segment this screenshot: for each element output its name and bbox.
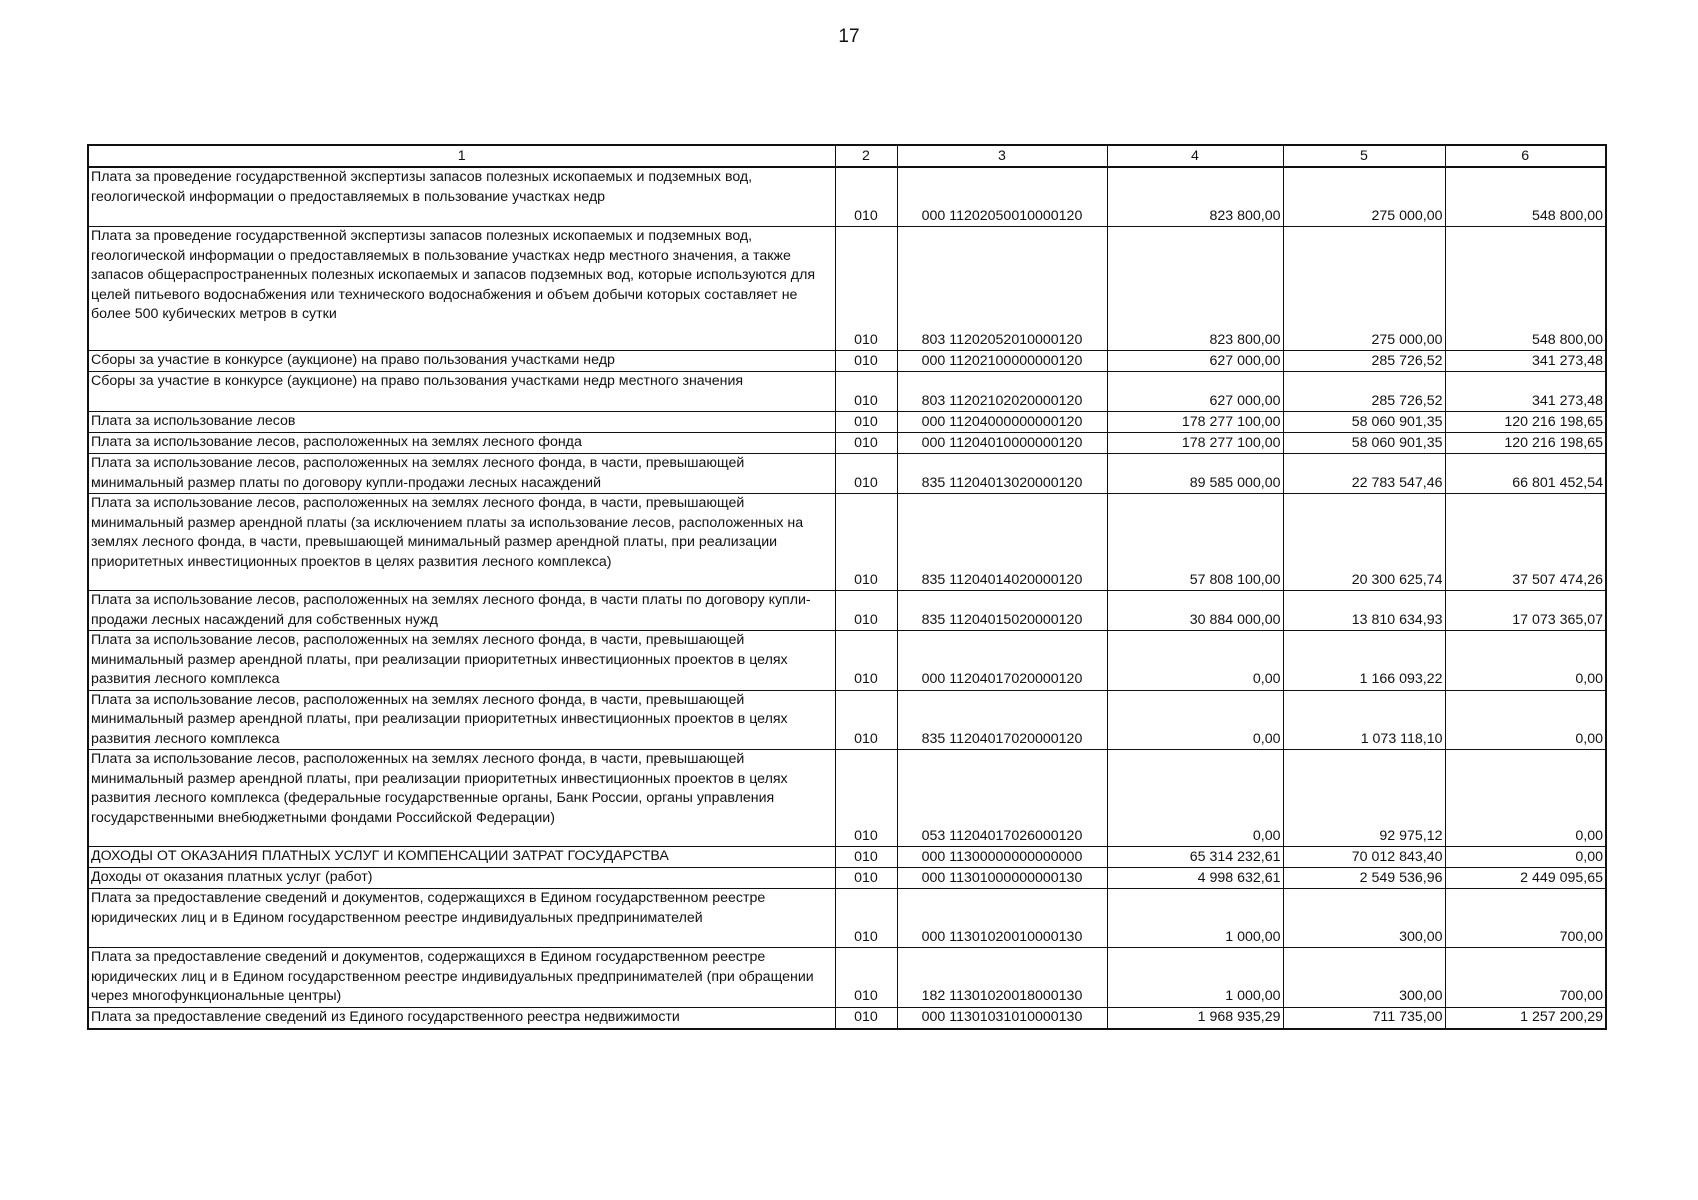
table-row xyxy=(88,690,1606,750)
executed-amount-cell: 1 166 093,22 xyxy=(1283,631,1445,691)
budget-code-cell: 000 11301020010000130 xyxy=(897,889,1107,948)
budget-code-cell: 000 11204017020000120 xyxy=(897,631,1107,691)
approved-amount-cell: 1 968 935,29 xyxy=(1107,1007,1283,1029)
budget-code-cell: 803 11202052010000120 xyxy=(897,227,1107,351)
executed-amount-cell: 70 012 843,40 xyxy=(1283,847,1445,868)
unexecuted-amount-cell: 341 273,48 xyxy=(1445,372,1606,412)
line-code-cell: 010 xyxy=(835,750,897,847)
unexecuted-amount-cell: 0,00 xyxy=(1445,631,1606,691)
budget-code-cell: 835 11204013020000120 xyxy=(897,454,1107,494)
executed-amount-cell: 300,00 xyxy=(1283,889,1445,948)
executed-amount-cell: 58 060 901,35 xyxy=(1283,433,1445,454)
table-row xyxy=(88,868,1606,889)
column-number-row xyxy=(88,145,1606,167)
budget-code-cell: 000 11301000000000130 xyxy=(897,868,1107,889)
line-code-cell: 010 xyxy=(835,948,897,1008)
row-name-cell: Сборы за участие в конкурсе (аукционе) на право пользования участками недр xyxy=(88,351,835,372)
unexecuted-amount-cell: 0,00 xyxy=(1445,750,1606,847)
executed-amount-cell: 1 073 118,10 xyxy=(1283,690,1445,750)
column-header: 1 xyxy=(88,145,835,167)
row-name-cell: Доходы от оказания платных услуг (работ) xyxy=(88,868,835,889)
table-row xyxy=(88,591,1606,631)
approved-amount-cell: 627 000,00 xyxy=(1107,372,1283,412)
budget-code-cell: 835 11204017020000120 xyxy=(897,690,1107,750)
approved-amount-cell: 0,00 xyxy=(1107,690,1283,750)
budget-code-cell: 835 11204014020000120 xyxy=(897,494,1107,591)
approved-amount-cell: 89 585 000,00 xyxy=(1107,454,1283,494)
approved-amount-cell: 1 000,00 xyxy=(1107,948,1283,1008)
approved-amount-cell: 65 314 232,61 xyxy=(1107,847,1283,868)
line-code-cell: 010 xyxy=(835,454,897,494)
row-name-cell: Плата за использование лесов, расположенных на землях лесного фонда, в части, превышающей минимальный размер арендной платы, при реализации приоритетных инвестиционных проектов в целях развития лесного комплекса xyxy=(88,631,835,691)
table-row xyxy=(88,948,1606,1008)
budget-code-cell: 000 11301031010000130 xyxy=(897,1007,1107,1029)
row-name-cell: Плата за использование лесов, расположенных на землях лесного фонда, в части, превышающей минимальный размер платы по договору купли-продажи лесных насаждений xyxy=(88,454,835,494)
approved-amount-cell: 823 800,00 xyxy=(1107,227,1283,351)
line-code-cell: 010 xyxy=(835,167,897,227)
executed-amount-cell: 711 735,00 xyxy=(1283,1007,1445,1029)
row-name-cell: Плата за проведение государственной экспертизы запасов полезных ископаемых и подземных вод, геологической информации о предоставляемых в пользование участках недр местного значения, а также запасов общераспространенных полезных ископаемых и запасов подземных вод, которые используются для целей питьевого водоснабжения или технического водоснабжения и объем добычи которых составляет не более 500 кубических метров в сутки xyxy=(88,227,835,351)
table-row xyxy=(88,372,1606,412)
executed-amount-cell: 92 975,12 xyxy=(1283,750,1445,847)
executed-amount-cell: 22 783 547,46 xyxy=(1283,454,1445,494)
budget-code-cell: 000 11202050010000120 xyxy=(897,167,1107,227)
line-code-cell: 010 xyxy=(835,591,897,631)
revenue-table xyxy=(87,144,1607,1030)
approved-amount-cell: 30 884 000,00 xyxy=(1107,591,1283,631)
unexecuted-amount-cell: 341 273,48 xyxy=(1445,351,1606,372)
unexecuted-amount-cell: 120 216 198,65 xyxy=(1445,412,1606,433)
line-code-cell: 010 xyxy=(835,847,897,868)
budget-code-cell: 053 11204017026000120 xyxy=(897,750,1107,847)
executed-amount-cell: 275 000,00 xyxy=(1283,227,1445,351)
approved-amount-cell: 57 808 100,00 xyxy=(1107,494,1283,591)
table-row xyxy=(88,351,1606,372)
unexecuted-amount-cell: 700,00 xyxy=(1445,948,1606,1008)
column-header: 3 xyxy=(897,145,1107,167)
table-row xyxy=(88,227,1606,351)
budget-code-cell: 000 11204000000000120 xyxy=(897,412,1107,433)
line-code-cell: 010 xyxy=(835,372,897,412)
executed-amount-cell: 285 726,52 xyxy=(1283,351,1445,372)
table-row xyxy=(88,750,1606,847)
approved-amount-cell: 178 277 100,00 xyxy=(1107,412,1283,433)
unexecuted-amount-cell: 66 801 452,54 xyxy=(1445,454,1606,494)
executed-amount-cell: 275 000,00 xyxy=(1283,167,1445,227)
column-header: 2 xyxy=(835,145,897,167)
line-code-cell: 010 xyxy=(835,631,897,691)
table-row xyxy=(88,847,1606,868)
unexecuted-amount-cell: 0,00 xyxy=(1445,847,1606,868)
page-number: 17 xyxy=(838,26,860,47)
approved-amount-cell: 4 998 632,61 xyxy=(1107,868,1283,889)
line-code-cell: 010 xyxy=(835,889,897,948)
executed-amount-cell: 58 060 901,35 xyxy=(1283,412,1445,433)
row-name-cell: Сборы за участие в конкурсе (аукционе) на право пользования участками недр местного значения xyxy=(88,372,835,412)
approved-amount-cell: 178 277 100,00 xyxy=(1107,433,1283,454)
row-name-cell: ДОХОДЫ ОТ ОКАЗАНИЯ ПЛАТНЫХ УСЛУГ И КОМПЕНСАЦИИ ЗАТРАТ ГОСУДАРСТВА xyxy=(88,847,835,868)
unexecuted-amount-cell: 1 257 200,29 xyxy=(1445,1007,1606,1029)
row-name-cell: Плата за использование лесов xyxy=(88,412,835,433)
executed-amount-cell: 2 549 536,96 xyxy=(1283,868,1445,889)
approved-amount-cell: 0,00 xyxy=(1107,750,1283,847)
table-row xyxy=(88,167,1606,227)
table-row xyxy=(88,454,1606,494)
table-row xyxy=(88,889,1606,948)
line-code-cell: 010 xyxy=(835,227,897,351)
row-name-cell: Плата за проведение государственной экспертизы запасов полезных ископаемых и подземных вод, геологической информации о предоставляемых в пользование участках недр xyxy=(88,167,835,227)
unexecuted-amount-cell: 2 449 095,65 xyxy=(1445,868,1606,889)
approved-amount-cell: 627 000,00 xyxy=(1107,351,1283,372)
executed-amount-cell: 13 810 634,93 xyxy=(1283,591,1445,631)
table-row xyxy=(88,433,1606,454)
row-name-cell: Плата за использование лесов, расположенных на землях лесного фонда, в части, превышающей минимальный размер арендной платы, при реализации приоритетных инвестиционных проектов в целях развития лесного комплекса (федеральные государственные органы, Банк России, органы управления государственными внебюджетными фондами Российской Федерации) xyxy=(88,750,835,847)
line-code-cell: 010 xyxy=(835,433,897,454)
budget-code-cell: 000 11204010000000120 xyxy=(897,433,1107,454)
row-name-cell: Плата за предоставление сведений и документов, содержащихся в Едином государственном реестре юридических лиц и в Едином государственном реестре индивидуальных предпринимателей xyxy=(88,889,835,948)
column-header: 5 xyxy=(1283,145,1445,167)
executed-amount-cell: 20 300 625,74 xyxy=(1283,494,1445,591)
unexecuted-amount-cell: 700,00 xyxy=(1445,889,1606,948)
line-code-cell: 010 xyxy=(835,412,897,433)
budget-code-cell: 803 11202102020000120 xyxy=(897,372,1107,412)
line-code-cell: 010 xyxy=(835,351,897,372)
line-code-cell: 010 xyxy=(835,690,897,750)
unexecuted-amount-cell: 17 073 365,07 xyxy=(1445,591,1606,631)
table-row xyxy=(88,1007,1606,1029)
budget-code-cell: 000 11300000000000000 xyxy=(897,847,1107,868)
unexecuted-amount-cell: 120 216 198,65 xyxy=(1445,433,1606,454)
row-name-cell: Плата за использование лесов, расположенных на землях лесного фонда xyxy=(88,433,835,454)
line-code-cell: 010 xyxy=(835,868,897,889)
row-name-cell: Плата за использование лесов, расположенных на землях лесного фонда, в части, превышающей минимальный размер арендной платы (за исключением платы за использование лесов, расположенных на землях лесного фонда, в части, превышающей минимальный размер арендной платы, при реализации приоритетных инвестиционных проектов в целях развития лесного комплекса) xyxy=(88,494,835,591)
table-row xyxy=(88,494,1606,591)
approved-amount-cell: 823 800,00 xyxy=(1107,167,1283,227)
approved-amount-cell: 0,00 xyxy=(1107,631,1283,691)
row-name-cell: Плата за предоставление сведений и документов, содержащихся в Едином государственном реестре юридических лиц и в Едином государственном реестре индивидуальных предпринимателей (при обращении через многофункциональные центры) xyxy=(88,948,835,1008)
row-name-cell: Плата за использование лесов, расположенных на землях лесного фонда, в части, превышающей минимальный размер арендной платы, при реализации приоритетных инвестиционных проектов в целях развития лесного комплекса xyxy=(88,690,835,750)
approved-amount-cell: 1 000,00 xyxy=(1107,889,1283,948)
unexecuted-amount-cell: 37 507 474,26 xyxy=(1445,494,1606,591)
table-row xyxy=(88,412,1606,433)
budget-code-cell: 835 11204015020000120 xyxy=(897,591,1107,631)
row-name-cell: Плата за предоставление сведений из Единого государственного реестра недвижимости xyxy=(88,1007,835,1029)
column-header: 4 xyxy=(1107,145,1283,167)
table-row xyxy=(88,631,1606,691)
budget-code-cell: 182 11301020018000130 xyxy=(897,948,1107,1008)
unexecuted-amount-cell: 0,00 xyxy=(1445,690,1606,750)
budget-code-cell: 000 11202100000000120 xyxy=(897,351,1107,372)
column-header: 6 xyxy=(1445,145,1606,167)
line-code-cell: 010 xyxy=(835,1007,897,1029)
executed-amount-cell: 300,00 xyxy=(1283,948,1445,1008)
executed-amount-cell: 285 726,52 xyxy=(1283,372,1445,412)
unexecuted-amount-cell: 548 800,00 xyxy=(1445,227,1606,351)
unexecuted-amount-cell: 548 800,00 xyxy=(1445,167,1606,227)
line-code-cell: 010 xyxy=(835,494,897,591)
row-name-cell: Плата за использование лесов, расположенных на землях лесного фонда, в части платы по договору купли-продажи лесных насаждений для собственных нужд xyxy=(88,591,835,631)
